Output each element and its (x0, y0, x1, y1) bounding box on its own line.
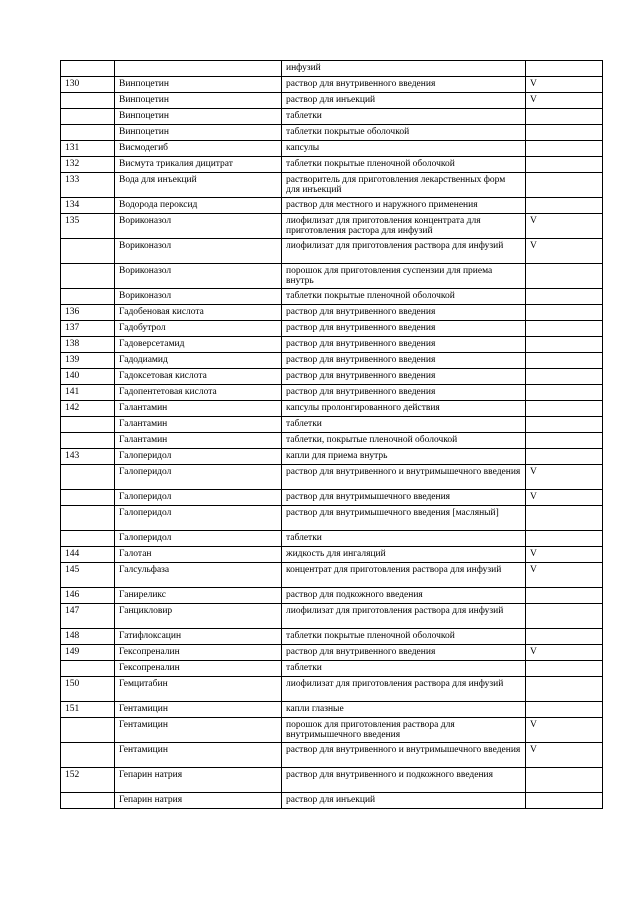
table-row (61, 490, 603, 506)
dosage-form: лиофилизат для приготовления концентрата для приготовления растора для инфузий (282, 214, 526, 239)
dosage-form: таблетки, покрытые пленочной оболочкой (282, 433, 526, 449)
dosage-form: капсулы (282, 141, 526, 157)
dosage-form: раствор для внутривенного введения (282, 353, 526, 369)
table-row (61, 793, 603, 809)
drug-name: Гентамицин (115, 702, 282, 718)
dosage-form: раствор для внутривенного и подкожного введения (282, 768, 526, 793)
row-number (61, 289, 115, 305)
vital-mark (526, 449, 603, 465)
row-number (61, 433, 115, 449)
row-number: 132 (61, 157, 115, 173)
drug-name: Галоперидол (115, 531, 282, 547)
row-number (61, 743, 115, 768)
row-number (61, 93, 115, 109)
dosage-form: раствор для местного и наружного применения (282, 198, 526, 214)
dosage-form: лиофилизат для приготовления раствора для инфузий (282, 239, 526, 264)
drug-name: Гексопреналин (115, 661, 282, 677)
dosage-form: концентрат для приготовления раствора для инфузий (282, 563, 526, 588)
dosage-form: раствор для инъекций (282, 793, 526, 809)
drug-name: Гепарин натрия (115, 768, 282, 793)
row-number: 144 (61, 547, 115, 563)
dosage-form: капли глазные (282, 702, 526, 718)
drug-name: Винпоцетин (115, 93, 282, 109)
table-row (61, 173, 603, 198)
table-row (61, 321, 603, 337)
row-number: 134 (61, 198, 115, 214)
row-number: 145 (61, 563, 115, 588)
row-number: 152 (61, 768, 115, 793)
drug-name: Галсульфаза (115, 563, 282, 588)
drug-name: Винпоцетин (115, 125, 282, 141)
drug-name: Галоперидол (115, 465, 282, 490)
table-row (61, 77, 603, 93)
dosage-form: порошок для приготовления суспензии для приема внутрь (282, 264, 526, 289)
row-number (61, 264, 115, 289)
row-number: 146 (61, 588, 115, 604)
vital-mark (526, 768, 603, 793)
vital-mark (526, 125, 603, 141)
dosage-form: раствор для внутримышечного введения [масляный] (282, 506, 526, 531)
table-row (61, 214, 603, 239)
row-number (61, 531, 115, 547)
vital-mark (526, 173, 603, 198)
vital-mark (526, 588, 603, 604)
vital-mark: V (526, 563, 603, 588)
vital-mark (526, 305, 603, 321)
table-row (61, 661, 603, 677)
row-number: 148 (61, 629, 115, 645)
dosage-form: раствор для внутривенного и внутримышечного введения (282, 465, 526, 490)
row-number: 131 (61, 141, 115, 157)
drug-name: Вориконазол (115, 214, 282, 239)
drug-name (115, 61, 282, 77)
row-number: 147 (61, 604, 115, 629)
table-row (61, 433, 603, 449)
vital-mark (526, 369, 603, 385)
dosage-form: порошок для приготовления раствора для внутримышечного введения (282, 718, 526, 743)
table-row (61, 604, 603, 629)
vital-mark: V (526, 718, 603, 743)
table-row (61, 239, 603, 264)
drug-name: Гексопреналин (115, 645, 282, 661)
vital-mark (526, 433, 603, 449)
table-row (61, 465, 603, 490)
drug-name: Висмодегиб (115, 141, 282, 157)
table-row (61, 588, 603, 604)
dosage-form: раствор для внутривенного введения (282, 385, 526, 401)
row-number (61, 125, 115, 141)
drug-name: Водорода пероксид (115, 198, 282, 214)
drug-name: Ганцикловир (115, 604, 282, 629)
dosage-form: таблетки (282, 109, 526, 125)
row-number: 151 (61, 702, 115, 718)
row-number: 150 (61, 677, 115, 702)
drug-name: Гадоксетовая кислота (115, 369, 282, 385)
dosage-form: таблетки покрытые пленочной оболочкой (282, 157, 526, 173)
row-number (61, 661, 115, 677)
vital-mark (526, 401, 603, 417)
vital-mark (526, 321, 603, 337)
vital-mark: V (526, 239, 603, 264)
row-number (61, 490, 115, 506)
vital-mark (526, 141, 603, 157)
table-row (61, 645, 603, 661)
row-number (61, 793, 115, 809)
drug-name: Гепарин натрия (115, 793, 282, 809)
dosage-form: раствор для внутривенного введения (282, 77, 526, 93)
vital-mark (526, 109, 603, 125)
dosage-form: раствор для внутривенного введения (282, 305, 526, 321)
vital-mark: V (526, 743, 603, 768)
drug-name: Гадоверсетамид (115, 337, 282, 353)
drug-name: Гатифлоксацин (115, 629, 282, 645)
row-number: 136 (61, 305, 115, 321)
vital-mark (526, 793, 603, 809)
vital-mark (526, 61, 603, 77)
vital-mark (526, 337, 603, 353)
dosage-form: раствор для внутримышечного введения (282, 490, 526, 506)
drug-name: Вориконазол (115, 264, 282, 289)
drug-name: Галантамин (115, 417, 282, 433)
table-row (61, 125, 603, 141)
dosage-form: растворитель для приготовления лекарственных форм для инъекций (282, 173, 526, 198)
row-number (61, 109, 115, 125)
dosage-form: лиофилизат для приготовления раствора для инфузий (282, 677, 526, 702)
vital-mark: V (526, 77, 603, 93)
vital-mark: V (526, 490, 603, 506)
vital-mark: V (526, 465, 603, 490)
table-row (61, 702, 603, 718)
row-number: 149 (61, 645, 115, 661)
drug-name: Гадопентетовая кислота (115, 385, 282, 401)
table-row (61, 369, 603, 385)
drug-name: Гадобеновая кислота (115, 305, 282, 321)
table-row (61, 506, 603, 531)
drug-name: Ганиреликс (115, 588, 282, 604)
drug-name: Вориконазол (115, 289, 282, 305)
table-row (61, 401, 603, 417)
row-number (61, 465, 115, 490)
vital-mark (526, 604, 603, 629)
dosage-form: таблетки (282, 661, 526, 677)
table-row (61, 93, 603, 109)
dosage-form: раствор для внутривенного и внутримышечного введения (282, 743, 526, 768)
row-number (61, 417, 115, 433)
dosage-form: жидкость для ингаляций (282, 547, 526, 563)
dosage-form: капсулы пролонгированного действия (282, 401, 526, 417)
row-number (61, 506, 115, 531)
vital-mark (526, 417, 603, 433)
table-row (61, 449, 603, 465)
row-number (61, 239, 115, 264)
dosage-form: раствор для внутривенного введения (282, 337, 526, 353)
drug-name: Гемцитабин (115, 677, 282, 702)
row-number: 133 (61, 173, 115, 198)
vital-mark (526, 264, 603, 289)
row-number: 137 (61, 321, 115, 337)
vital-mark (526, 289, 603, 305)
table-row (61, 531, 603, 547)
vital-mark (526, 702, 603, 718)
vital-mark: V (526, 547, 603, 563)
drug-name: Галантамин (115, 433, 282, 449)
drug-name: Галантамин (115, 401, 282, 417)
vital-mark: V (526, 645, 603, 661)
table-row (61, 718, 603, 743)
dosage-form: капли для приема внутрь (282, 449, 526, 465)
drug-name: Вориконазол (115, 239, 282, 264)
drug-name: Вода для инъекций (115, 173, 282, 198)
table-row (61, 353, 603, 369)
vital-mark (526, 506, 603, 531)
dosage-form: раствор для инъекций (282, 93, 526, 109)
row-number: 141 (61, 385, 115, 401)
dosage-form: раствор для подкожного введения (282, 588, 526, 604)
drug-name: Гентамицин (115, 743, 282, 768)
dosage-form: раствор для внутривенного введения (282, 369, 526, 385)
table-row (61, 157, 603, 173)
table-row (61, 289, 603, 305)
drug-table-body (61, 61, 603, 809)
row-number (61, 718, 115, 743)
vital-mark (526, 385, 603, 401)
row-number: 130 (61, 77, 115, 93)
vital-mark (526, 661, 603, 677)
table-row (61, 629, 603, 645)
table-row (61, 141, 603, 157)
vital-mark (526, 677, 603, 702)
dosage-form: раствор для внутривенного введения (282, 321, 526, 337)
row-number (61, 61, 115, 77)
dosage-form: лиофилизат для приготовления раствора для инфузий (282, 604, 526, 629)
drug-name: Галотан (115, 547, 282, 563)
vital-mark: V (526, 214, 603, 239)
dosage-form: таблетки покрытые пленочной оболочкой (282, 289, 526, 305)
table-row (61, 337, 603, 353)
dosage-form: таблетки (282, 531, 526, 547)
row-number: 143 (61, 449, 115, 465)
drug-name: Гентамицин (115, 718, 282, 743)
table-row (61, 743, 603, 768)
table-row (61, 305, 603, 321)
row-number: 142 (61, 401, 115, 417)
row-number: 138 (61, 337, 115, 353)
dosage-form: таблетки покрытые оболочкой (282, 125, 526, 141)
drug-name: Винпоцетин (115, 77, 282, 93)
table-row (61, 198, 603, 214)
drug-name: Гадодиамид (115, 353, 282, 369)
table-row (61, 417, 603, 433)
vital-mark (526, 629, 603, 645)
row-number: 135 (61, 214, 115, 239)
table-row (61, 768, 603, 793)
row-number: 140 (61, 369, 115, 385)
vital-mark (526, 198, 603, 214)
table-row (61, 563, 603, 588)
table-row (61, 109, 603, 125)
drug-name: Винпоцетин (115, 109, 282, 125)
table-row (61, 61, 603, 77)
vital-mark (526, 353, 603, 369)
table-row (61, 677, 603, 702)
dosage-form: таблетки покрытые пленочной оболочкой (282, 629, 526, 645)
drug-name: Галоперидол (115, 490, 282, 506)
drug-name: Галоперидол (115, 506, 282, 531)
dosage-form: таблетки (282, 417, 526, 433)
dosage-form: раствор для внутривенного введения (282, 645, 526, 661)
table-row (61, 264, 603, 289)
dosage-form: инфузий (282, 61, 526, 77)
row-number: 139 (61, 353, 115, 369)
drug-name: Галоперидол (115, 449, 282, 465)
vital-mark (526, 157, 603, 173)
table-row (61, 385, 603, 401)
vital-mark (526, 531, 603, 547)
table-row (61, 547, 603, 563)
drug-table (60, 60, 603, 809)
drug-name: Гадобутрол (115, 321, 282, 337)
drug-name: Висмута трикалия дицитрат (115, 157, 282, 173)
vital-mark: V (526, 93, 603, 109)
